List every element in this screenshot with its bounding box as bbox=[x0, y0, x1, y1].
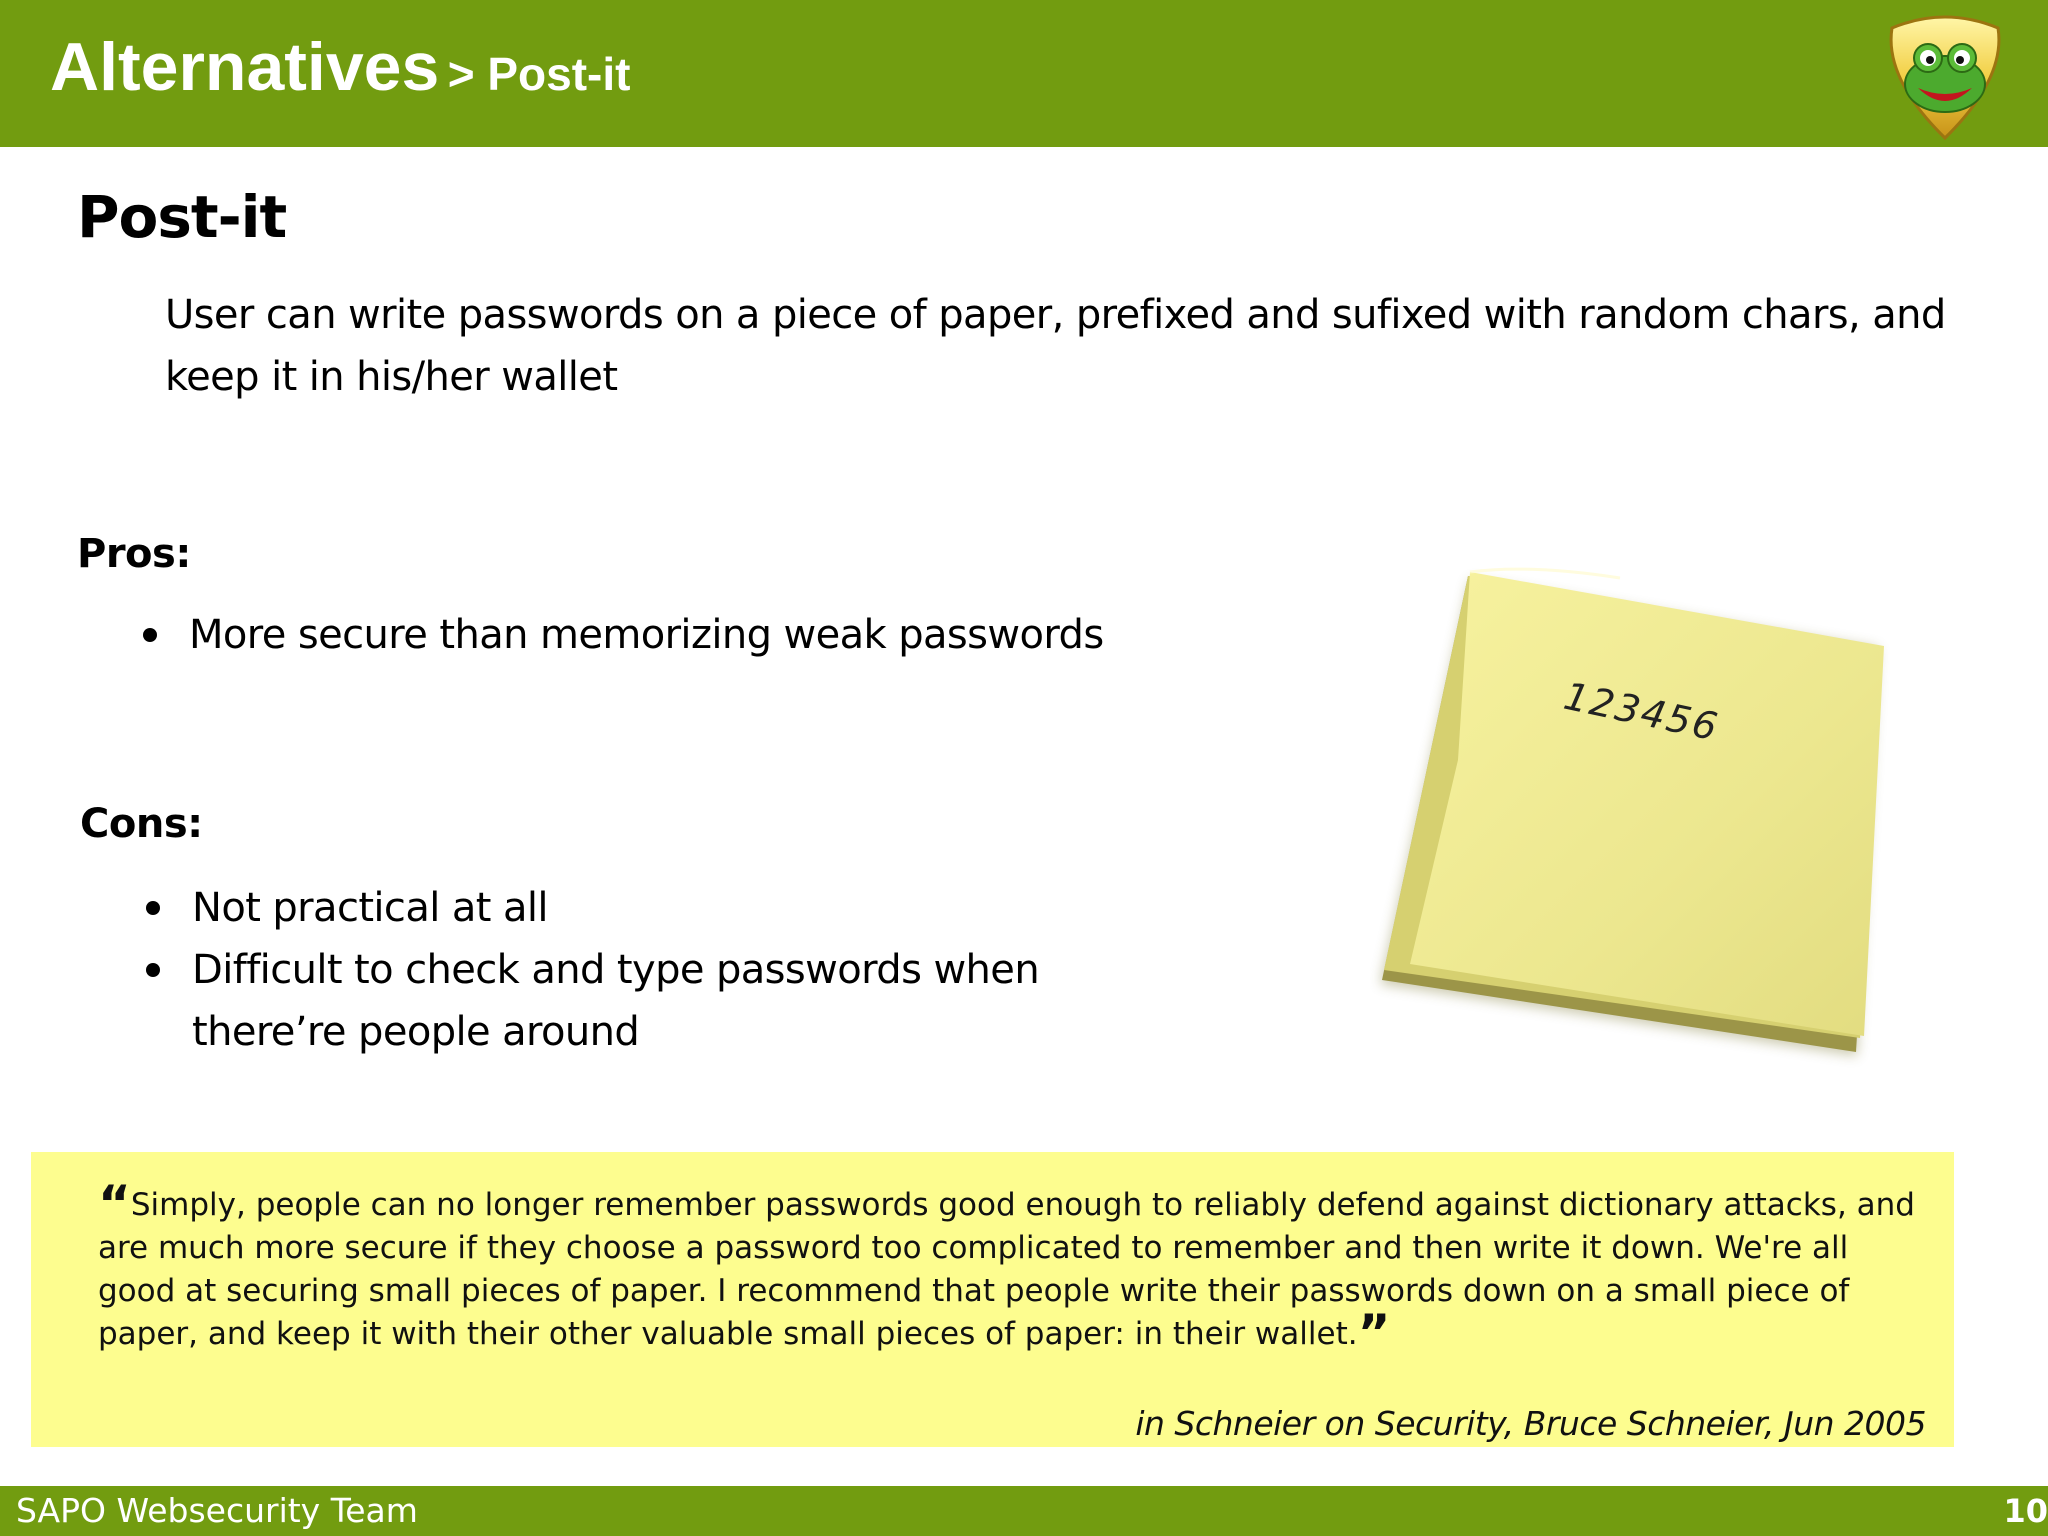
pros-heading: Pros: bbox=[77, 531, 191, 577]
pros-list bbox=[137, 604, 1237, 666]
frog-badge-icon bbox=[1878, 8, 2012, 143]
footer-team-label: SAPO Websecurity Team bbox=[16, 1491, 418, 1530]
intro-text: User can write passwords on a piece of paper, prefixed and sufixed with random chars, and keep it in his/her wallet bbox=[165, 292, 1946, 400]
cons-heading: Cons: bbox=[80, 801, 203, 847]
quote-source: in Schneier on Security, Bruce Schneier, Jun 2005 bbox=[1135, 1404, 1926, 1443]
cons-item-text: Not practical at all bbox=[192, 885, 548, 931]
slide-title-main: Alternatives bbox=[50, 29, 440, 105]
pros-item-text: More secure than memorizing weak passwords bbox=[189, 612, 1104, 658]
quote-text bbox=[98, 1175, 1928, 1362]
close-quote-mark: ” bbox=[1357, 1304, 1391, 1362]
postit-note-image bbox=[1370, 560, 1910, 1080]
section-title: Post-it bbox=[77, 183, 287, 251]
list-item bbox=[140, 877, 1140, 939]
postit-text: 123456 bbox=[1560, 673, 1723, 750]
quote-body: Simply, people can no longer remember passwords good enough to reliably defend against dictionary attacks, and are much more secure if they choose a password too complicated to remember and then write it down. We're all good at securing small pieces of paper. I recommend that people write their passwords down on a small piece of paper, and keep it with their other valuable small pieces of paper: in their wallet. bbox=[98, 1187, 1915, 1352]
open-quote-mark: “ bbox=[98, 1175, 131, 1233]
slide-title bbox=[50, 28, 630, 106]
list-item bbox=[137, 604, 1237, 666]
bullet-icon bbox=[143, 628, 157, 642]
quote-box bbox=[31, 1152, 1954, 1447]
cons-list bbox=[140, 877, 1140, 1063]
cons-item-text: Difficult to check and type passwords when there’re people around bbox=[192, 947, 1040, 1055]
footer-bar bbox=[0, 1486, 2048, 1536]
slide-title-sub: > Post-it bbox=[447, 48, 631, 100]
page-number: 10 bbox=[2003, 1492, 2048, 1530]
list-item bbox=[140, 939, 1140, 1063]
header-bar bbox=[0, 0, 2048, 147]
bullet-icon bbox=[146, 963, 160, 977]
bullet-icon bbox=[146, 901, 160, 915]
